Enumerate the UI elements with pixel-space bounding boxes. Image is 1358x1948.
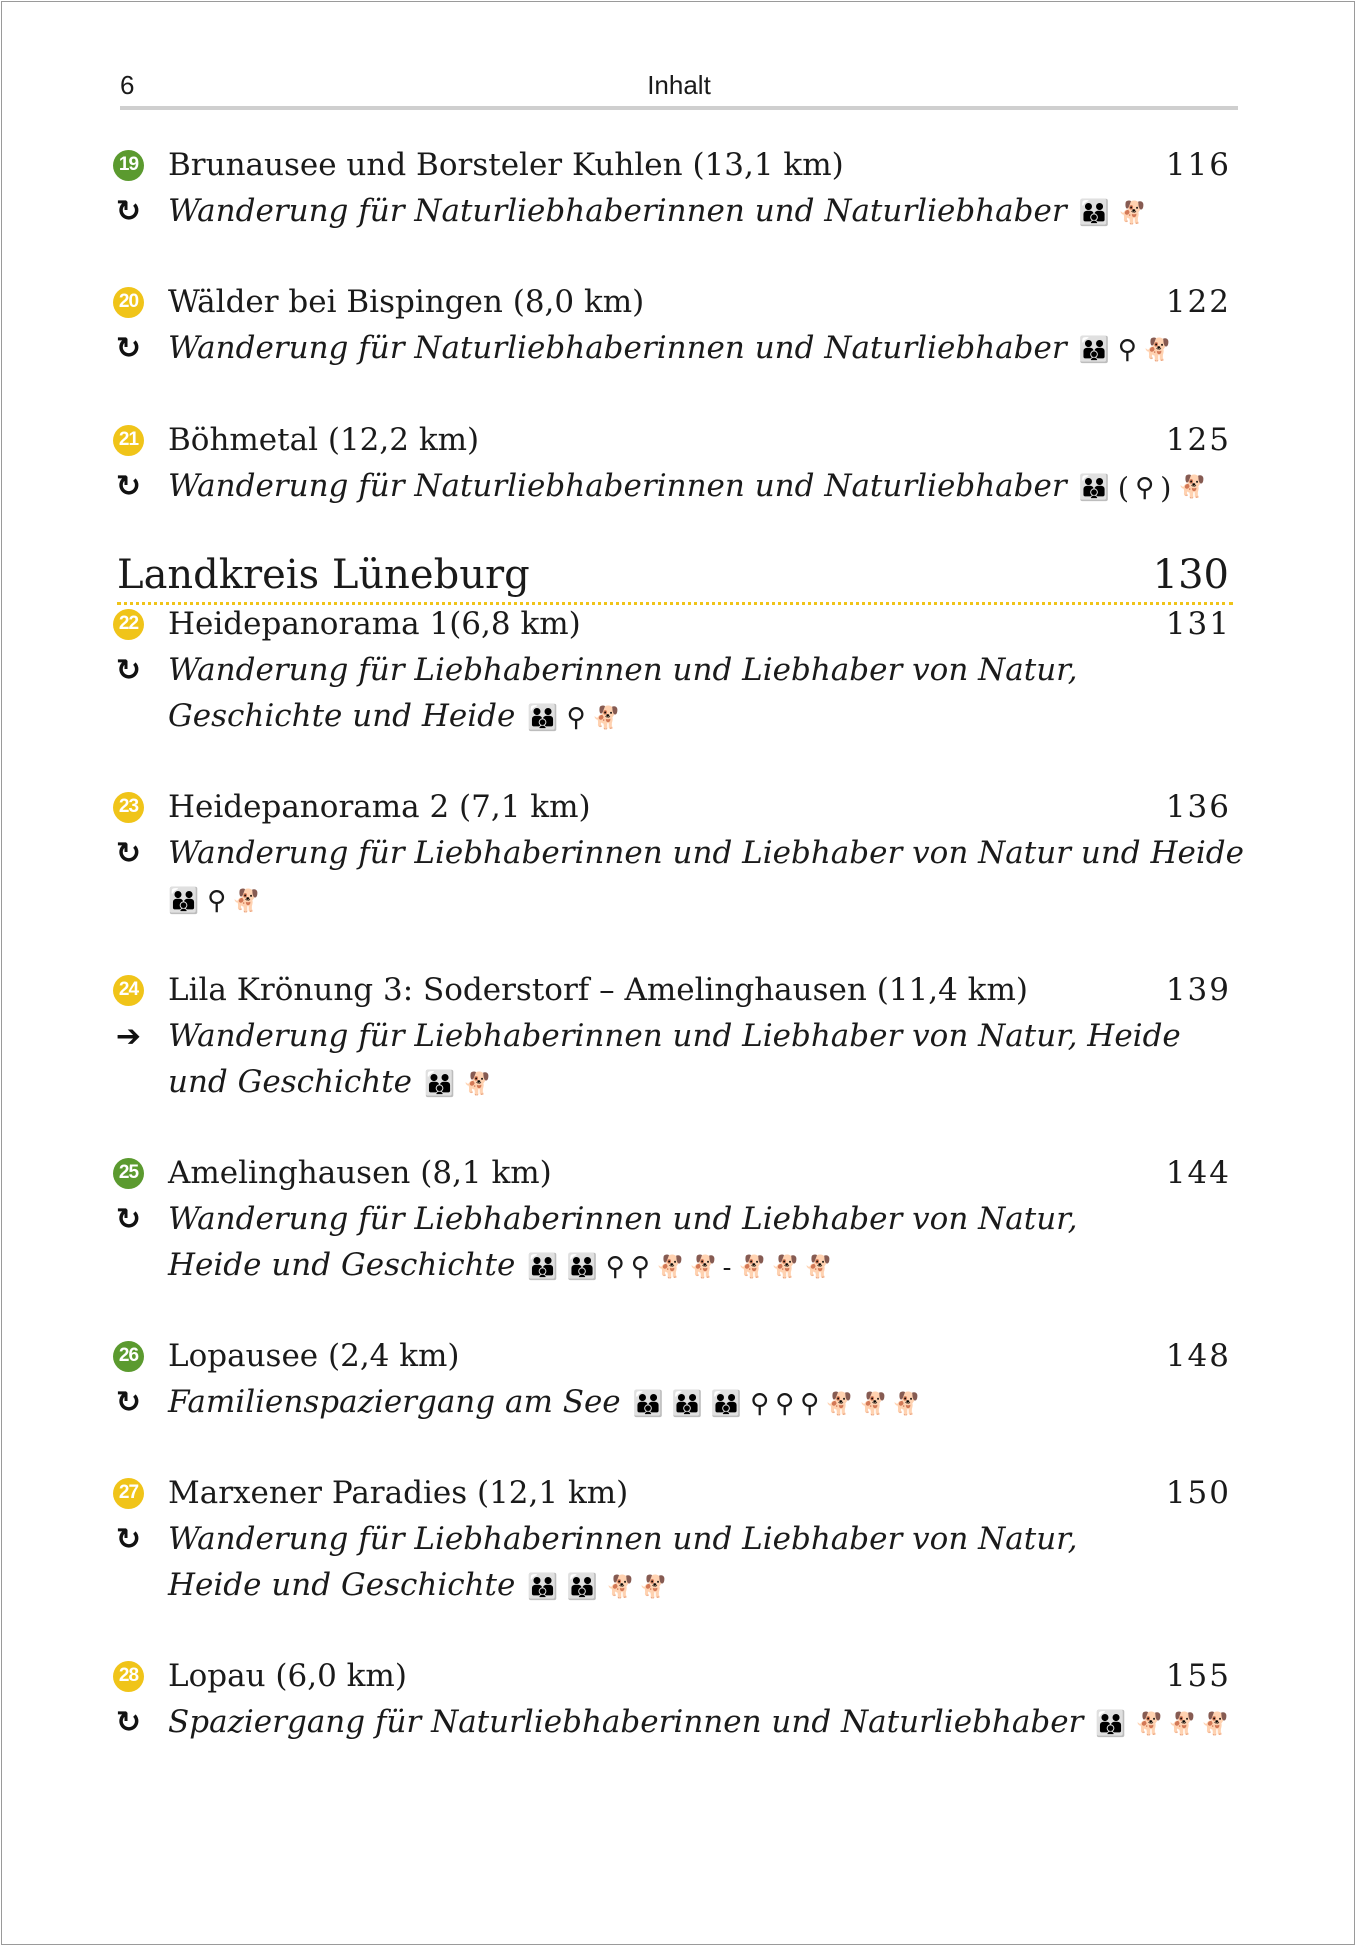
family-icon: 👪 bbox=[1078, 472, 1104, 502]
entry-description-cont: Heide und Geschichte bbox=[168, 1567, 516, 1603]
pram-icon: ⚲ bbox=[630, 1252, 650, 1282]
tour-number-badge: 23 bbox=[113, 792, 144, 823]
paren-close: ) bbox=[1160, 470, 1172, 505]
dog-icon: 🐕 bbox=[1117, 200, 1146, 226]
family-icon: 👪 bbox=[632, 1389, 658, 1418]
toc-entry-27[interactable] bbox=[113, 1470, 1237, 1608]
dog-icon: 🐕 bbox=[689, 1254, 717, 1280]
loop-icon: ↻ bbox=[115, 835, 142, 871]
family-icon: 👪 bbox=[168, 886, 194, 915]
dog-icon: 🐕 bbox=[605, 1574, 634, 1600]
dog-icon: 🐕 bbox=[1142, 337, 1171, 363]
dog-icon: 🐕 bbox=[892, 1391, 920, 1417]
entry-page: 122 bbox=[1165, 284, 1231, 320]
tour-number-badge: 22 bbox=[113, 609, 144, 640]
dog-icon: 🐕 bbox=[858, 1391, 887, 1417]
entry-title: Böhmetal (12,2 km) bbox=[168, 422, 480, 458]
entry-title: Lila Krönung 3: Soderstorf – Amelinghausen (11,4 km) bbox=[168, 972, 1028, 1008]
entry-description-cont: Geschichte und Heide bbox=[168, 698, 516, 734]
loop-icon: ↻ bbox=[115, 193, 142, 229]
dog-icon: 🐕 bbox=[1167, 1711, 1196, 1737]
family-icon: 👪 bbox=[1078, 335, 1104, 364]
family-icon: 👪 bbox=[424, 1069, 450, 1098]
entry-page: 150 bbox=[1165, 1475, 1231, 1511]
family-icon: 👪 bbox=[1095, 1709, 1121, 1738]
entry-title: Marxener Paradies (12,1 km) bbox=[168, 1475, 629, 1511]
dog-icon: 🐕 bbox=[825, 1391, 853, 1417]
running-title: Inhalt bbox=[647, 70, 711, 100]
running-head bbox=[120, 70, 1238, 110]
dog-icon: 🐕 bbox=[639, 1574, 667, 1600]
entry-description: Wanderung für Naturliebhaberinnen und Naturliebhaber bbox=[168, 193, 1067, 229]
entry-description: Familienspaziergang am See bbox=[168, 1384, 621, 1420]
entry-description: Wanderung für Liebhaberinnen und Liebhaber von Natur, bbox=[168, 1521, 1078, 1557]
entry-title: Lopau (6,0 km) bbox=[168, 1658, 407, 1694]
tour-number-badge: 25 bbox=[113, 1158, 144, 1189]
entry-page: 148 bbox=[1165, 1338, 1231, 1374]
family-icon: 👪 bbox=[671, 1389, 697, 1418]
entry-description-cont: und Geschichte bbox=[168, 1064, 413, 1100]
entry-description-cont: Heide und Geschichte bbox=[168, 1247, 516, 1283]
arrow-right-icon: ➔ bbox=[115, 1018, 142, 1054]
section-page: 130 bbox=[1152, 552, 1229, 598]
dog-icon: 🐕 bbox=[1177, 475, 1205, 500]
tour-number-badge: 19 bbox=[113, 150, 144, 181]
tour-number-badge: 28 bbox=[113, 1661, 144, 1692]
pram-icon: ⚲ bbox=[207, 886, 227, 916]
entry-title: Wälder bei Bispingen (8,0 km) bbox=[168, 284, 645, 320]
tour-number-badge: 26 bbox=[113, 1341, 144, 1372]
entry-title: Heidepanorama 1(6,8 km) bbox=[168, 606, 581, 642]
section-title: Landkreis Lüneburg bbox=[117, 552, 530, 598]
tour-number-badge: 20 bbox=[113, 287, 144, 318]
tour-number-badge: 21 bbox=[113, 425, 144, 456]
pram-icon: ⚲ bbox=[1135, 472, 1155, 503]
entry-title: Heidepanorama 2 (7,1 km) bbox=[168, 789, 591, 825]
entry-page: 125 bbox=[1165, 422, 1231, 458]
entry-description: Wanderung für Liebhaberinnen und Liebhaber von Natur, bbox=[168, 652, 1078, 688]
pram-icon: ⚲ bbox=[775, 1389, 795, 1419]
family-icon: 👪 bbox=[566, 1252, 592, 1281]
toc-entry-20[interactable] bbox=[113, 279, 1237, 371]
family-icon: 👪 bbox=[527, 1572, 553, 1601]
tour-number-badge: 24 bbox=[113, 975, 144, 1006]
loop-icon: ↻ bbox=[115, 1704, 142, 1740]
pram-icon: ⚲ bbox=[800, 1389, 820, 1419]
entry-description: Wanderung für Naturliebhaberinnen und Naturliebhaber bbox=[168, 330, 1067, 366]
toc-entry-22[interactable] bbox=[113, 601, 1237, 739]
entry-description: Wanderung für Liebhaberinnen und Liebhaber von Natur, bbox=[168, 1201, 1078, 1237]
dog-icon: 🐕 bbox=[804, 1254, 832, 1280]
paren-open: ( bbox=[1117, 470, 1130, 505]
dog-icon: 🐕 bbox=[591, 705, 619, 731]
entry-page: 144 bbox=[1165, 1155, 1231, 1191]
dog-icon: 🐕 bbox=[1201, 1711, 1229, 1737]
family-icon: 👪 bbox=[527, 703, 553, 732]
loop-icon: ↻ bbox=[115, 468, 142, 504]
entry-page: 155 bbox=[1165, 1658, 1231, 1694]
pram-icon: ⚲ bbox=[605, 1252, 625, 1282]
family-icon: 👪 bbox=[1078, 198, 1104, 227]
section-heading[interactable] bbox=[117, 548, 1233, 605]
dog-icon: 🐕 bbox=[655, 1254, 684, 1280]
entry-page: 136 bbox=[1165, 789, 1231, 825]
family-icon: 👪 bbox=[710, 1389, 737, 1418]
entry-description: Wanderung für Liebhaberinnen und Liebhaber von Natur, Heide bbox=[168, 1018, 1181, 1054]
entry-title: Brunausee und Borsteler Kuhlen (13,1 km) bbox=[168, 147, 844, 183]
toc-entry-28[interactable] bbox=[113, 1653, 1237, 1745]
family-icon: 👪 bbox=[527, 1252, 553, 1281]
entry-page: 131 bbox=[1165, 606, 1231, 642]
dog-icon: 🐕 bbox=[770, 1254, 799, 1280]
toc-entry-19[interactable] bbox=[113, 142, 1237, 234]
loop-icon: ↻ bbox=[115, 652, 142, 688]
toc-entry-21[interactable] bbox=[113, 417, 1237, 509]
entry-description: Wanderung für Liebhaberinnen und Liebhaber von Natur und Heide bbox=[168, 835, 1244, 871]
pram-icon: ⚲ bbox=[1117, 335, 1137, 365]
range-dash: - bbox=[722, 1252, 732, 1282]
loop-icon: ↻ bbox=[115, 1384, 142, 1420]
pram-icon: ⚲ bbox=[566, 703, 586, 733]
pram-icon: ⚲ bbox=[750, 1389, 770, 1419]
toc-entry-24[interactable] bbox=[113, 967, 1237, 1105]
loop-icon: ↻ bbox=[115, 1201, 142, 1237]
entry-page: 116 bbox=[1165, 147, 1231, 183]
loop-icon: ↻ bbox=[115, 1521, 142, 1557]
family-icon: 👪 bbox=[566, 1572, 592, 1601]
entry-title: Lopausee (2,4 km) bbox=[168, 1338, 460, 1374]
toc-entry-26[interactable] bbox=[113, 1333, 1237, 1425]
loop-icon: ↻ bbox=[115, 330, 142, 366]
entry-description: Spaziergang für Naturliebhaberinnen und Naturliebhaber bbox=[168, 1704, 1084, 1740]
dog-icon: 🐕 bbox=[232, 888, 260, 914]
tour-number-badge: 27 bbox=[113, 1478, 144, 1509]
entry-title: Amelinghausen (8,1 km) bbox=[168, 1155, 552, 1191]
dog-icon: 🐕 bbox=[737, 1254, 765, 1280]
entry-page: 139 bbox=[1165, 972, 1231, 1008]
dog-icon: 🐕 bbox=[463, 1071, 491, 1097]
page-number: 6 bbox=[120, 70, 135, 100]
toc-entry-23[interactable] bbox=[113, 784, 1244, 922]
toc-entry-25[interactable] bbox=[113, 1150, 1237, 1288]
dog-icon: 🐕 bbox=[1134, 1711, 1162, 1737]
entry-description: Wanderung für Naturliebhaberinnen und Naturliebhaber bbox=[168, 467, 1067, 504]
